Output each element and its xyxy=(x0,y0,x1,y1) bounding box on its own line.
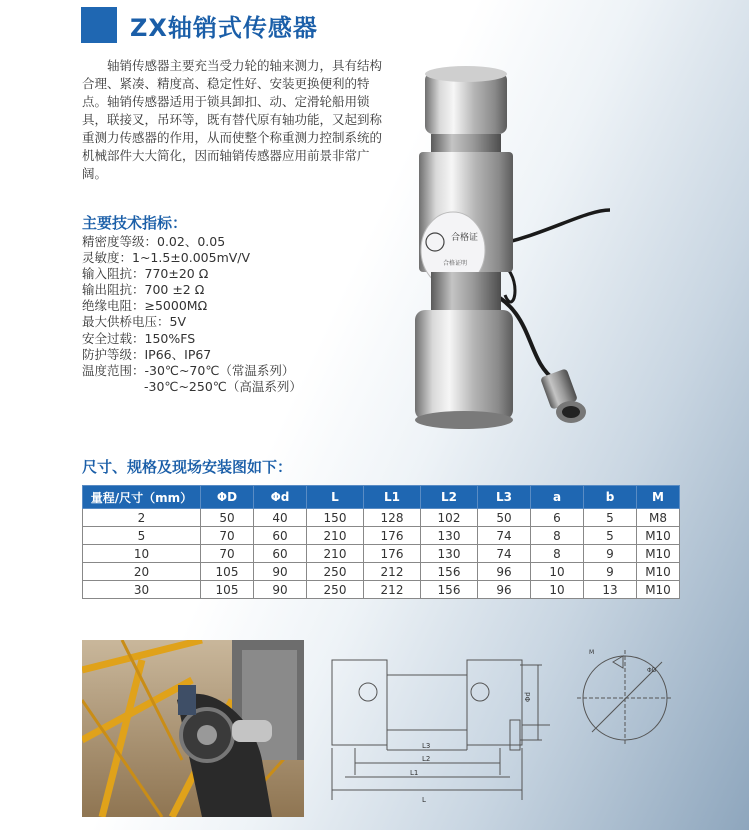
sensor-product-image xyxy=(395,60,615,445)
header-d: Φd xyxy=(254,486,307,509)
table-cell: M10 xyxy=(637,527,680,545)
table-cell: 90 xyxy=(254,581,307,599)
table-cell: 9 xyxy=(584,563,637,581)
header-M: M xyxy=(637,486,680,509)
table-cell: 102 xyxy=(421,509,478,527)
header-b: b xyxy=(584,486,637,509)
header-L3: L3 xyxy=(478,486,531,509)
dimension-drawing-side xyxy=(310,640,556,818)
table-cell: 74 xyxy=(478,527,531,545)
table-row xyxy=(83,509,680,527)
table-cell: M8 xyxy=(637,509,680,527)
spec-section-title: 主要技术指标： xyxy=(82,214,188,232)
table-cell: 70 xyxy=(201,545,254,563)
table-cell: 5 xyxy=(83,527,201,545)
table-cell: M10 xyxy=(637,581,680,599)
table-cell: 40 xyxy=(254,509,307,527)
table-cell: 6 xyxy=(531,509,584,527)
table-cell: 105 xyxy=(201,563,254,581)
certificate-label-text: 合格证 xyxy=(451,233,479,243)
drawing-label-L1: L1 xyxy=(410,769,419,777)
table-cell: M10 xyxy=(637,545,680,563)
page-title: ZX轴销式传感器 xyxy=(130,14,318,42)
table-cell: 105 xyxy=(201,581,254,599)
table-cell: 20 xyxy=(83,563,201,581)
table-cell: 96 xyxy=(478,581,531,599)
drawing-label-L3: L3 xyxy=(422,742,431,750)
intro-paragraph: 轴销传感器主要充当受力轮的轴来测力，具有结构合理、紧凑、精度高、稳定性好、安装更换便利的特点。轴销传感器适用于锁具卸扣、动、定滑轮船用锁具，联接叉，吊环等，既有替代原有轴功能，又起到称重测力传感器的作用，从而使整个称重测力控制系统的机械部件大大简化，因而轴销传感器应用前景非常广阔。 xyxy=(82,58,383,181)
connector-plug xyxy=(540,368,586,423)
table-header-row xyxy=(83,486,680,509)
installation-photo xyxy=(82,640,304,817)
header-L1: L1 xyxy=(364,486,421,509)
spec-list xyxy=(82,234,302,395)
table-cell: 50 xyxy=(478,509,531,527)
spec-item-temperature-high: -30℃~250℃（高温系列） xyxy=(144,378,302,394)
table-row xyxy=(83,527,680,545)
spec-item-output-impedance: 输出阻抗：700 ±2 Ω xyxy=(82,282,205,298)
spec-item-max-voltage: 最大供桥电压：5V xyxy=(82,314,187,330)
header-L: L xyxy=(307,486,364,509)
spec-item-insulation: 绝缘电阻：≥5000MΩ xyxy=(82,298,208,314)
table-row xyxy=(83,563,680,581)
header-L2: L2 xyxy=(421,486,478,509)
table-cell: 150 xyxy=(307,509,364,527)
table-cell: 5 xyxy=(584,527,637,545)
drawing-label-L2: L2 xyxy=(422,755,431,763)
table-cell: 210 xyxy=(307,545,364,563)
table-cell: M10 xyxy=(637,563,680,581)
table-cell: 130 xyxy=(421,527,478,545)
table-cell: 10 xyxy=(531,581,584,599)
drawing-label-L: L xyxy=(422,796,426,804)
title-accent-block xyxy=(81,7,117,43)
drawing-label-d: Φd xyxy=(524,692,532,702)
table-cell: 130 xyxy=(421,545,478,563)
certificate-label-subtext: 合格证明 xyxy=(443,260,468,267)
table-cell: 60 xyxy=(254,527,307,545)
table-cell: 50 xyxy=(201,509,254,527)
table-cell: 96 xyxy=(478,563,531,581)
table-cell: 74 xyxy=(478,545,531,563)
table-cell: 176 xyxy=(364,527,421,545)
table-cell: 212 xyxy=(364,581,421,599)
header-capacity: 量程/尺寸（mm） xyxy=(83,486,201,509)
table-cell: 10 xyxy=(531,563,584,581)
table-cell: 10 xyxy=(83,545,201,563)
table-cell: 70 xyxy=(201,527,254,545)
table-cell: 128 xyxy=(364,509,421,527)
table-cell: 9 xyxy=(584,545,637,563)
spec-item-accuracy: 精密度等级：0.02、0.05 xyxy=(82,234,226,249)
drawing-label-M: M xyxy=(589,649,595,656)
table-cell: 60 xyxy=(254,545,307,563)
table-row xyxy=(83,581,680,599)
spec-item-protection: 防护等级：IP66、IP67 xyxy=(82,346,212,362)
table-cell: 156 xyxy=(421,563,478,581)
table-cell: 5 xyxy=(584,509,637,527)
table-cell: 30 xyxy=(83,581,201,599)
table-cell: 250 xyxy=(307,581,364,599)
spec-item-sensitivity: 灵敏度：1~1.5±0.005mV/V xyxy=(82,250,251,266)
spec-item-temperature: 温度范围：-30℃~70℃（常温系列） xyxy=(82,362,295,378)
table-cell: 13 xyxy=(584,581,637,599)
header-a: a xyxy=(531,486,584,509)
table-cell: 2 xyxy=(83,509,201,527)
table-section-title: 尺寸、规格及现场安装图如下： xyxy=(82,458,293,476)
dimension-drawing-end xyxy=(567,640,680,750)
table-cell: 212 xyxy=(364,563,421,581)
spec-item-input-impedance: 输入阻抗：770±20 Ω xyxy=(82,266,209,282)
table-cell: 8 xyxy=(531,545,584,563)
table-cell: 210 xyxy=(307,527,364,545)
spec-item-overload: 安全过载：150%FS xyxy=(82,330,196,346)
intro-text xyxy=(82,57,387,183)
table-cell: 250 xyxy=(307,563,364,581)
header-D: ΦD xyxy=(201,486,254,509)
drawing-label-D: ΦD xyxy=(647,667,657,674)
table-cell: 90 xyxy=(254,563,307,581)
table-cell: 176 xyxy=(364,545,421,563)
table-cell: 8 xyxy=(531,527,584,545)
dimension-table xyxy=(82,485,680,599)
table-cell: 156 xyxy=(421,581,478,599)
table-row xyxy=(83,545,680,563)
